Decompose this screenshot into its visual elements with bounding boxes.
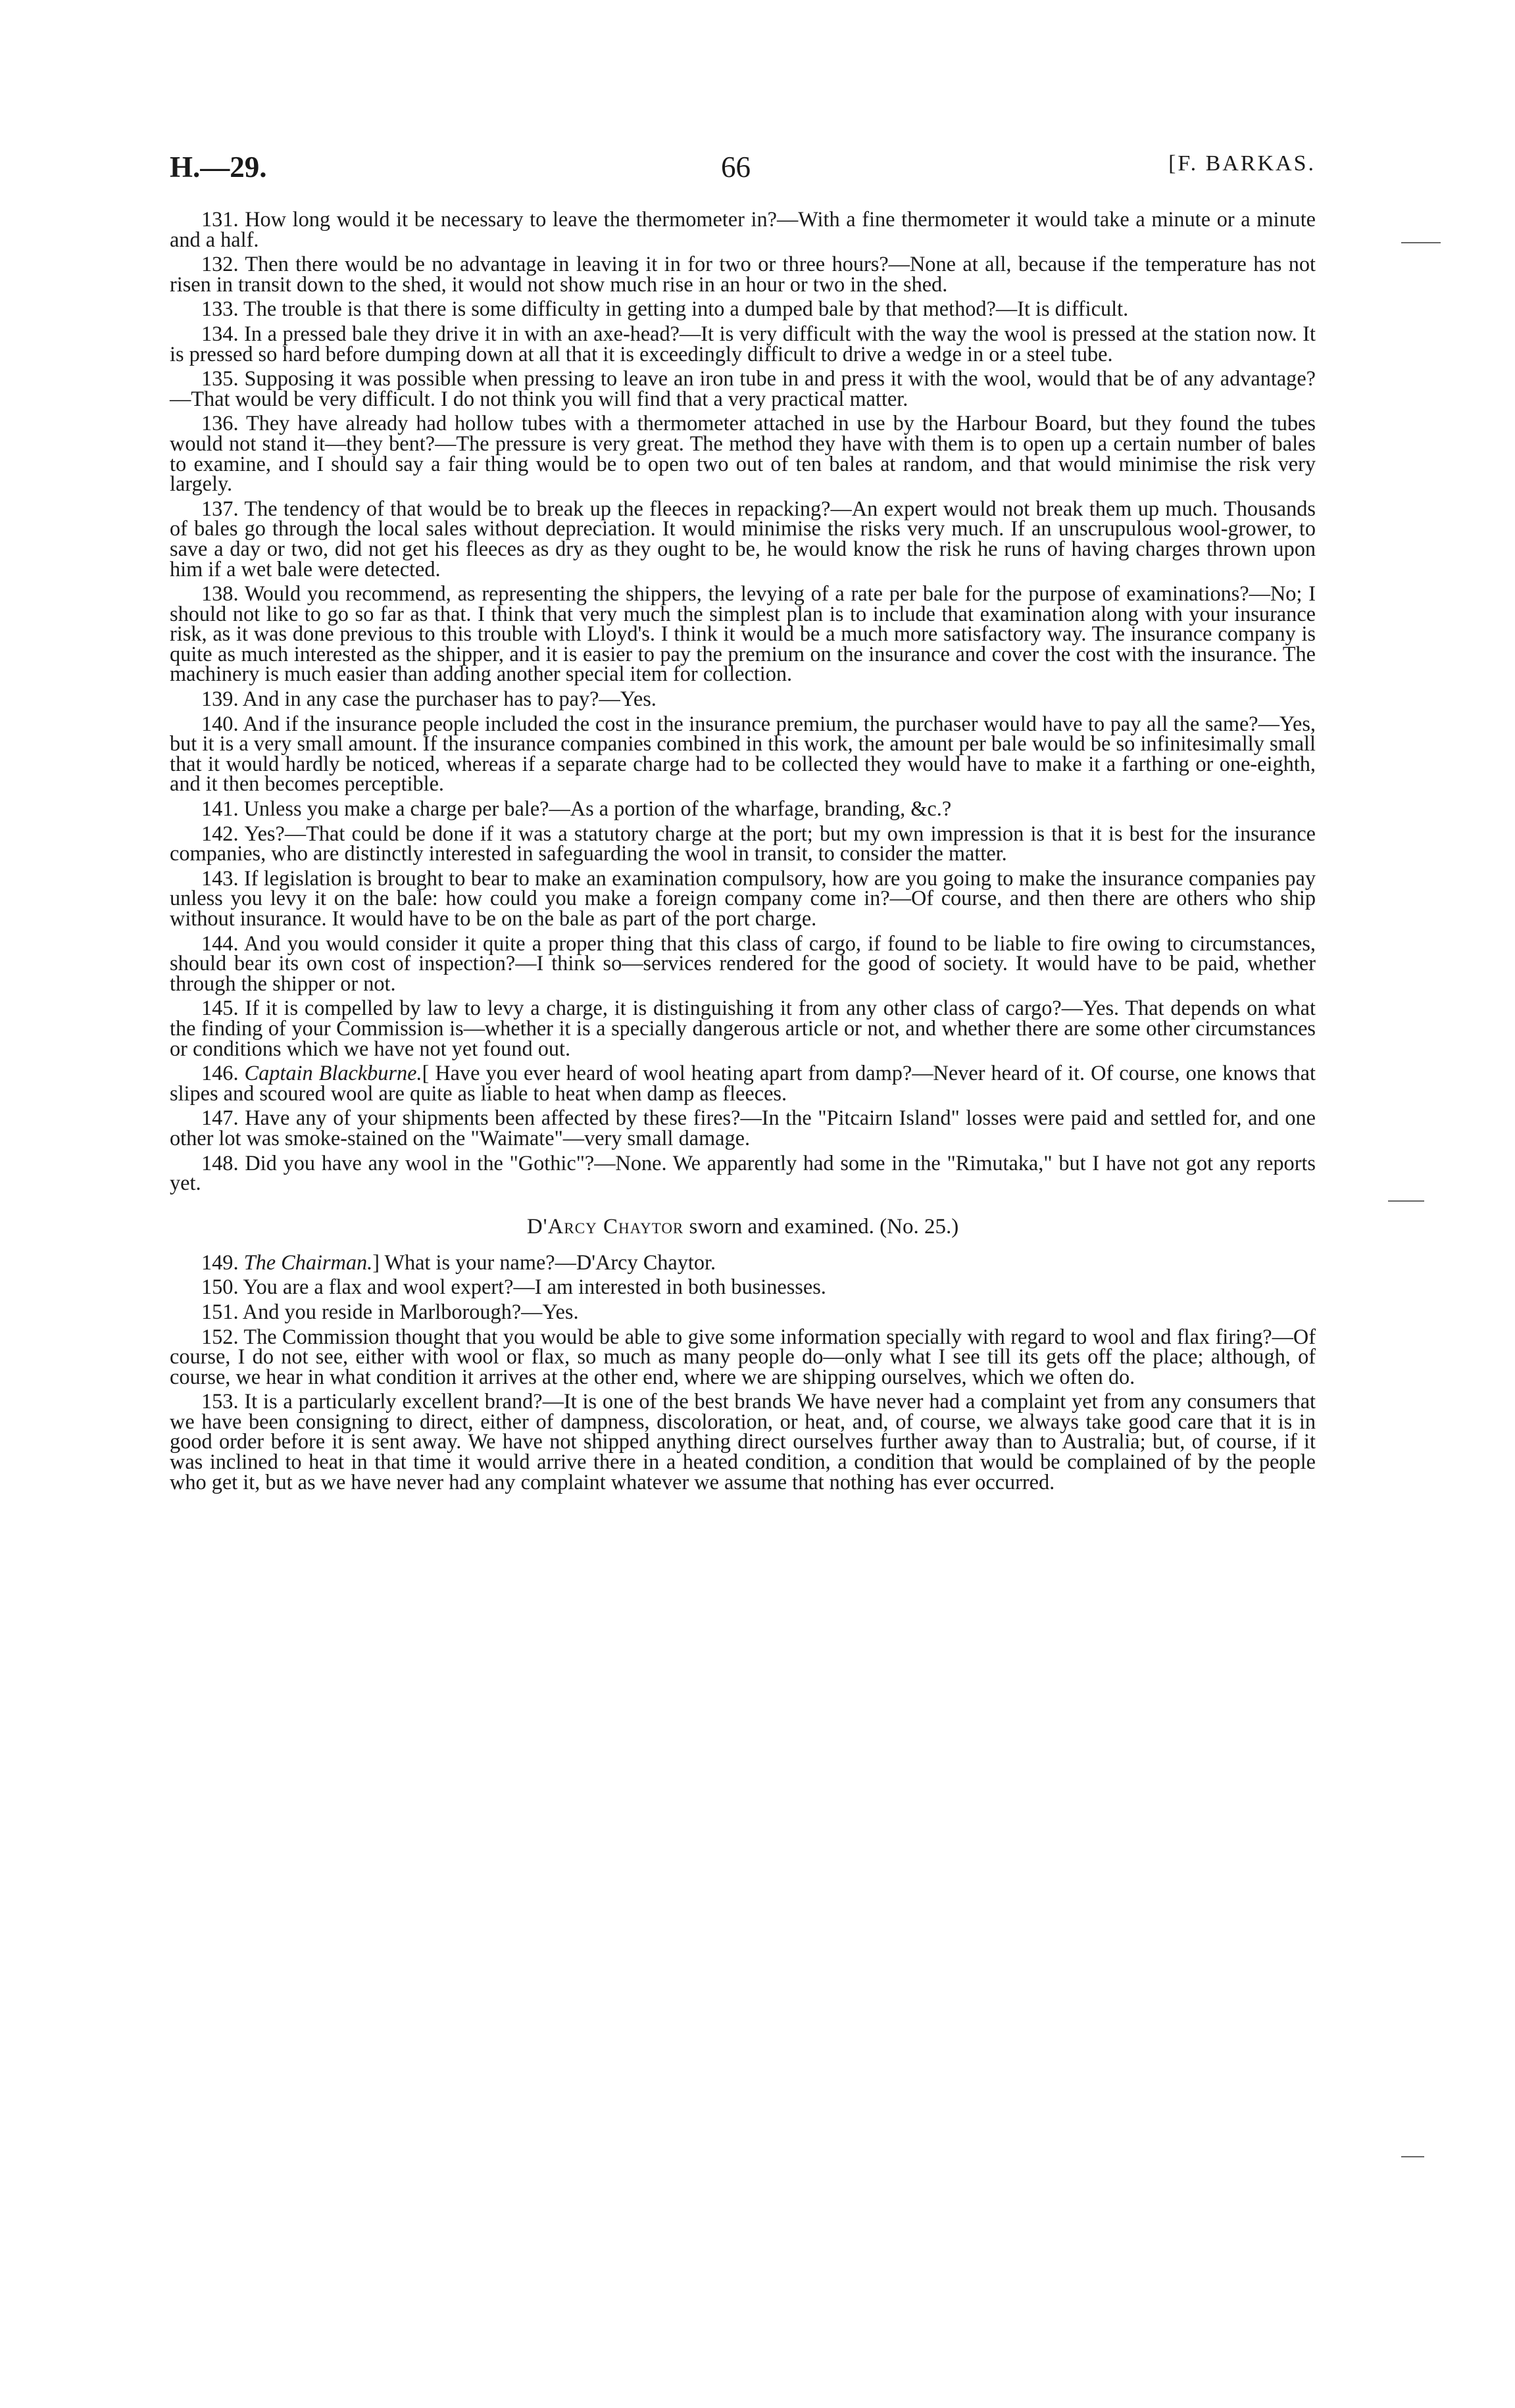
question-141: 141. Unless you make a charge per bale?—As a portion of the wharfage, branding, &c.? — [201, 797, 952, 821]
question-136: 136. They have already had hollow tubes with a thermometer attached in use by the Harbour Board, but they found the tubes would not stand it—they bent?—The pressure is very great. The method they have with them is to open up a certain number of bales to examine, and I should say a fair thing would be to open two out of ten bales at random, and that would minimise the risk very largely. — [170, 411, 1316, 496]
witness-heading-name: D'Arcy Chaytor — [526, 1214, 684, 1239]
question-147: 147. Have any of your shipments been affected by these fires?—In the "Pitcairn Island" losses were paid and settled for, and one other lot was smoke-stained on the "Waimate"—very small damage. — [170, 1106, 1316, 1150]
question-number: 149. — [201, 1250, 239, 1274]
question-139: 139. And in any case the purchaser has to pay?—Yes. — [201, 687, 657, 711]
question-131: 131. How long would it be necessary to leave the thermometer in?—With a fine thermometer it would take a minute or a minute and a half. — [170, 207, 1316, 251]
page-number: 66 — [721, 151, 751, 184]
question-132: 132. Then there would be no advantage in leaving it in for two or three hours?—None at all, because if the temperature has not risen in transit down to the shed, it would not show much rise in an hour or two in the shed. — [170, 252, 1316, 296]
page-header — [170, 150, 1316, 189]
question-145: 145. If it is compelled by law to levy a charge, it is distinguishing it from any other class of cargo?—Yes. That depends on what the finding of your Commission is—whether it is a specially dangerous article or not, and whether there are some other circumstances or conditions which we have not yet found out. — [170, 996, 1316, 1060]
question-146 — [170, 1063, 1316, 1103]
question-148: 148. Did you have any wool in the "Gothic"?—None. We apparently had some in the "Rimutaka," but I have not got any reports yet. — [170, 1150, 1316, 1195]
page-body — [170, 209, 1316, 1496]
question-152: 152. The Commission thought that you would be able to give some information specially with regard to wool and flax firing?—Of course, I do not see, either with wool or flax, so much as many people do—only what I see till its gets off the place; although, of course, we hear in what condition it arrives at the other end, where we are shipping ourselves, which we often do. — [170, 1324, 1316, 1388]
question-text: [ Have you ever heard of wool heating apart from damp?—Never heard of it. Of course, one knows that slipes and scoured wool are quite as liable to heat when damp as fleeces. — [170, 1061, 1316, 1105]
margin-mark — [1388, 1200, 1424, 1202]
document-code: H.—29. — [170, 151, 267, 184]
witness-heading — [170, 1216, 1316, 1238]
question-153: 153. It is a particularly excellent brand?—It is one of the best brands We have never had a complaint yet from any consumers that we have been consigning to direct, either of dampness, discoloration, or heat, and, of course, we always take good care that it is in good order before it is sent away. We have not shipped anything direct ourselves further away than to Australia; but, of course, if it was inclined to heat in that time it would arrive there in a heated condition, a condition that would be complained of by the people who get it, but as we have never had any complaint whatever we assume that nothing has ever occurred. — [170, 1389, 1316, 1494]
question-140: 140. And if the insurance people included the cost in the insurance premium, the purchaser would have to pay all the same?—Yes, but it is a very small amount. If the insurance companies combined in this work, the amount per bale would be so infinitesimally small that it would hardly be noticed, whereas if a separate charge had to be collected they would have to make it a farthing or one-eighth, and it then becomes perceptible. — [170, 711, 1316, 796]
question-143: 143. If legislation is brought to bear to make an examination compulsory, how are you going to make the insurance companies pay unless you levy it on the bale: how could you make a foreign company come in?—Of course, and then there are others who ship without insurance. It would have to be on the bale as part of the port charge. — [170, 866, 1316, 930]
margin-mark — [1401, 242, 1441, 243]
question-134: 134. In a pressed bale they drive it in with an axe-head?—It is very difficult with the way the wool is pressed at the station now. It is pressed so hard before dumping down at all that it is exceedingly difficult to drive a wedge in or a steel tube. — [170, 321, 1316, 366]
witness-heading-text: sworn and examined. (No. 25.) — [683, 1214, 959, 1239]
question-142: 142. Yes?—That could be done if it was a statutory charge at the port; but my own impression is that it is best for the insurance companies, who are distinctly interested in safeguarding the wool in transit, to consider the matter. — [170, 821, 1316, 866]
question-133: 133. The trouble is that there is some difficulty in getting into a dumped bale by that method?—It is difficult. — [201, 297, 1129, 321]
question-150: 150. You are a flax and wool expert?—I am interested in both businesses. — [201, 1275, 826, 1299]
speaker-name: Captain Blackburne. — [244, 1061, 422, 1085]
question-137: 137. The tendency of that would be to break up the fleeces in repacking?—An expert would not break them up much. Thousands of bales go through the local sales without depreciation. It would minimise the risks very much. If an unscrupulous wool-grower, to save a day or two, did not get his fleeces as dry as they ought to be, he would know the risk he runs of having charges thrown upon him if a wet bale were detected. — [170, 496, 1316, 581]
speaker-name: The Chairman. — [243, 1250, 373, 1274]
question-149 — [170, 1252, 1316, 1273]
question-144: 144. And you would consider it quite a proper thing that this class of cargo, if found to be liable to fire owing to circumstances, should bear its own cost of inspection?—I think so—services rendered for the good of society. It would have to be paid, whether through the shipper or not. — [170, 931, 1316, 995]
question-text: ] What is your name?—D'Arcy Chaytor. — [372, 1250, 716, 1274]
margin-mark — [1401, 2156, 1424, 2157]
question-138: 138. Would you recommend, as representing the shippers, the levying of a rate per bale for the purpose of examinations?—No; I should not like to go so far as that. I think that very much the simplest plan is to include that examination along with your insurance risk, as it was done previous to this trouble with Lloyd's. I think it would be a much more satisfactory way. The insurance company is quite as much interested as the shipper, and it is easier to pay the premium on the insurance and cover the cost with the insurance. The machinery is much easier than adding another special item for collection. — [170, 581, 1316, 686]
witness-name: [F. BARKAS. — [1168, 151, 1316, 176]
question-135: 135. Supposing it was possible when pressing to leave an iron tube in and press it with the wool, would that be of any advantage?—That would be very difficult. I do not think you will find that a very practical matter. — [170, 366, 1316, 410]
question-number: 146. — [201, 1061, 239, 1085]
question-151: 151. And you reside in Marlborough?—Yes. — [201, 1299, 579, 1323]
